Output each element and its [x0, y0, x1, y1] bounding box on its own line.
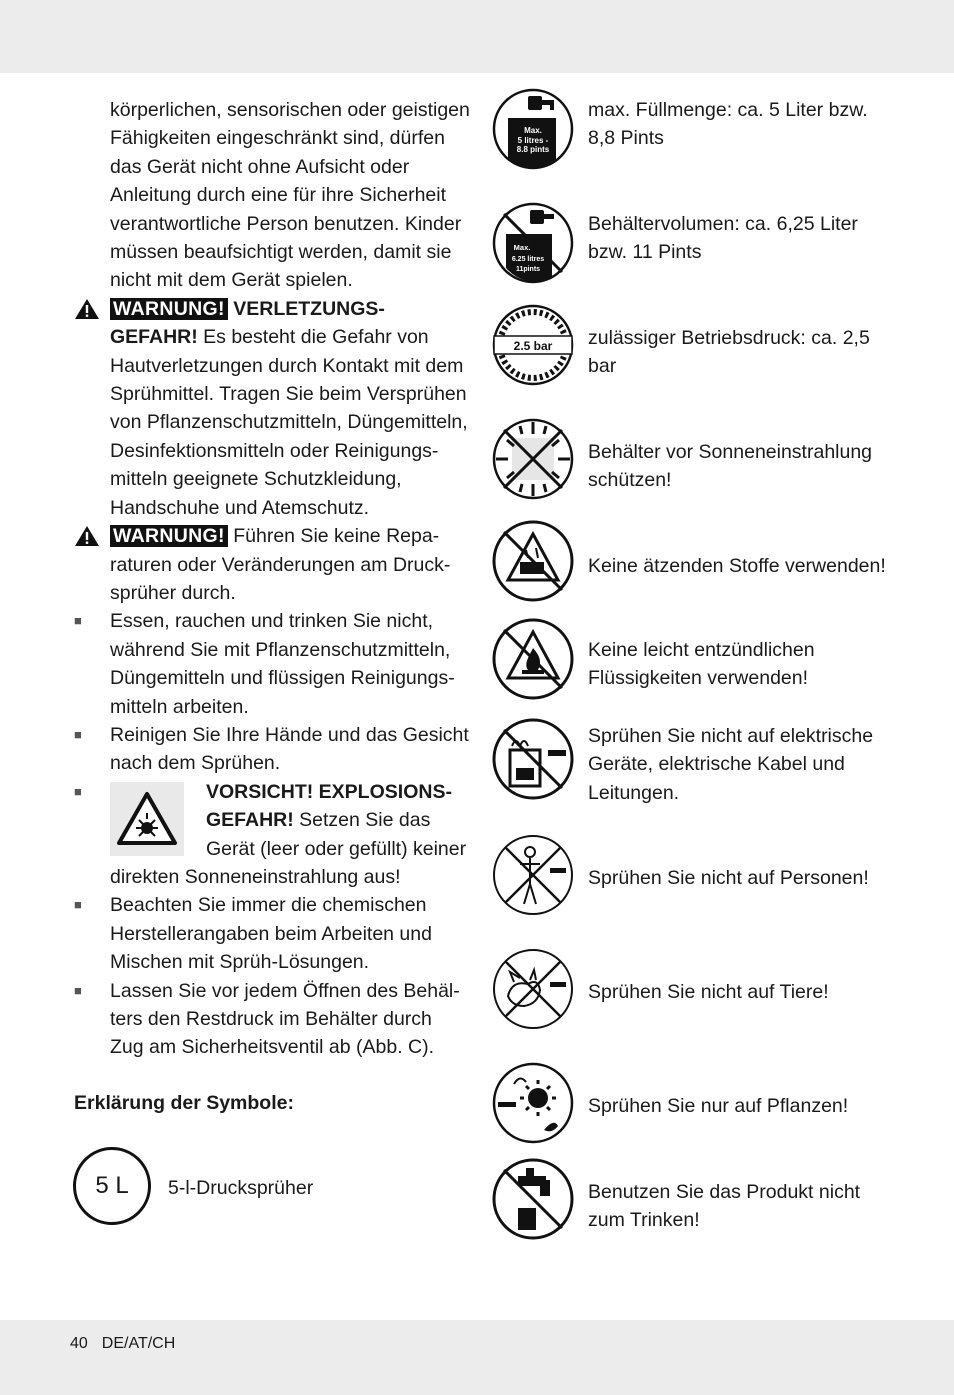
- symbol-description: Behältervolumen: ca. 6,25 Liter bzw. 11 Pints: [588, 213, 858, 264]
- warning-triangle-icon: [74, 298, 100, 320]
- symbols-heading: Erklärung der Symbole:: [74, 1092, 294, 1114]
- no-flammable-icon: [492, 618, 574, 700]
- bullet-icon: ■: [74, 726, 82, 742]
- svg-text:5 litres -: 5 litres -: [517, 136, 549, 145]
- plants-only-icon: [492, 1062, 574, 1144]
- pressure-icon: [492, 304, 574, 386]
- explosion-heading: VORSICHT! EXPLOSIONS-GEFAHR!: [206, 780, 452, 832]
- no-persons-icon: [492, 834, 574, 916]
- no-electrical-icon: [492, 718, 574, 800]
- max-fill-icon: [492, 88, 574, 170]
- no-drinking-icon: [492, 1158, 574, 1240]
- page-number: 40: [70, 1335, 88, 1352]
- bullet-icon: ■: [74, 982, 82, 998]
- symbol-description: Sprühen Sie nicht auf Personen!: [588, 867, 869, 889]
- symbol-description: Benutzen Sie das Produkt nicht zum Trinken!: [588, 1181, 861, 1232]
- five-liter-label: 5-l-Drucksprüher: [168, 1177, 314, 1199]
- svg-text:11pints: 11pints: [515, 266, 541, 273]
- container-volume-icon: [492, 202, 574, 284]
- symbol-description: Sprühen Sie nur auf Pflanzen!: [588, 1095, 849, 1117]
- explosion-warning: [74, 778, 470, 892]
- bullet-text: Lassen Sie vor jedem Öffnen des Behäl-ters den Restdruck im Behälter durch Zug am Sicherheitsventil ab (Abb. C).: [110, 979, 460, 1059]
- symbol-description: zulässiger Betriebsdruck: ca. 2,5 bar: [588, 327, 870, 378]
- no-sun-icon: [492, 418, 574, 500]
- symbol-description: max. Füllmenge: ca. 5 Liter bzw. 8,8 Pints: [588, 99, 868, 150]
- svg-text:Max.: Max.: [524, 126, 542, 135]
- bullet-text: Beachten Sie immer die chemischen Herstellerangaben beim Arbeiten und Mischen mit Sprüh-Lösungen.: [110, 894, 432, 974]
- injury-hazard-text: Es besteht die Gefahr von Hautverletzungen durch Kontakt mit dem Sprühmittel. Tragen Sie beim Versprühen von Pflanzenschutzmitteln, Düngemitteln, Desinfektionsmitteln oder Reinigungs-mitteln geeignete Schutzkleidung, Handschuhe und Atemschutz.: [110, 326, 468, 519]
- symbol-description: Keine ätzenden Stoffe verwenden!: [588, 555, 886, 577]
- top-band: [0, 0, 954, 73]
- svg-text:6.25 litres: 6.25 litres: [511, 256, 545, 263]
- five-liter-icon-text: 5 L: [95, 1172, 129, 1199]
- injury-hazard-heading: VERLETZUNGS-GEFAHR!: [110, 297, 385, 349]
- warning-injury-paragraph: [110, 295, 470, 522]
- svg-text:8.8 pints: 8.8 pints: [516, 145, 550, 154]
- symbol-description: Sprühen Sie nicht auf Tiere!: [588, 981, 829, 1003]
- five-liter-icon: [73, 1147, 151, 1225]
- bottom-band: [0, 1320, 954, 1395]
- no-animals-icon: [492, 948, 574, 1030]
- no-corrosive-icon: [492, 520, 574, 602]
- intro-paragraph: körperlichen, sensorischen oder geistigen Fähigkeiten eingeschränkt sind, dürfen das Gerät nicht ohne Aufsicht oder Anleitung durch eine für ihre Sicherheit verantwortliche Person benutzen. Kinder müssen beaufsichtigt werden, damit sie nicht mit dem Gerät spielen.: [110, 99, 470, 292]
- warning-triangle-icon: [74, 525, 100, 547]
- safety-text-column: [74, 96, 470, 1062]
- warning-label: WARNUNG!: [110, 298, 228, 320]
- warning-repair-paragraph: [110, 522, 470, 607]
- region-label: DE/AT/CH: [101, 1335, 176, 1352]
- bullet-item: [74, 607, 470, 721]
- warning-label: WARNUNG!: [110, 525, 228, 547]
- symbol-description: Sprühen Sie nicht auf elektrische Geräte, elektrische Kabel und Leitungen.: [588, 725, 874, 804]
- bullet-item: [74, 977, 470, 1062]
- symbol-description: Keine leicht entzündlichen Flüssigkeiten verwenden!: [588, 639, 815, 690]
- bullet-item: [74, 891, 470, 976]
- bullet-icon: ■: [74, 613, 82, 629]
- svg-text:Max.: Max.: [513, 243, 531, 252]
- page-footer: [70, 1335, 189, 1353]
- bullet-item: [74, 721, 470, 778]
- bullet-text: Reinigen Sie Ihre Hände und das Gesicht nach dem Sprühen.: [110, 723, 469, 775]
- explosion-hazard-icon: [110, 782, 184, 856]
- bullet-icon: ■: [74, 897, 82, 913]
- explosion-text: Setzen Sie das Gerät (leer oder gefüllt) keiner direkten Sonneneinstrahlung aus!: [110, 809, 467, 888]
- svg-text:2.5 bar: 2.5 bar: [513, 339, 553, 353]
- bullet-text: Essen, rauchen und trinken Sie nicht, während Sie mit Pflanzenschutzmitteln, Düngemitteln und flüssigen Reinigungs-mitteln arbeiten.: [110, 610, 455, 718]
- symbol-description: Behälter vor Sonneneinstrahlung schützen!: [588, 441, 873, 492]
- repair-warning-text: Führen Sie keine Repa-raturen oder Veränderungen am Druck-sprüher durch.: [110, 525, 451, 604]
- bullet-icon: ■: [74, 783, 82, 799]
